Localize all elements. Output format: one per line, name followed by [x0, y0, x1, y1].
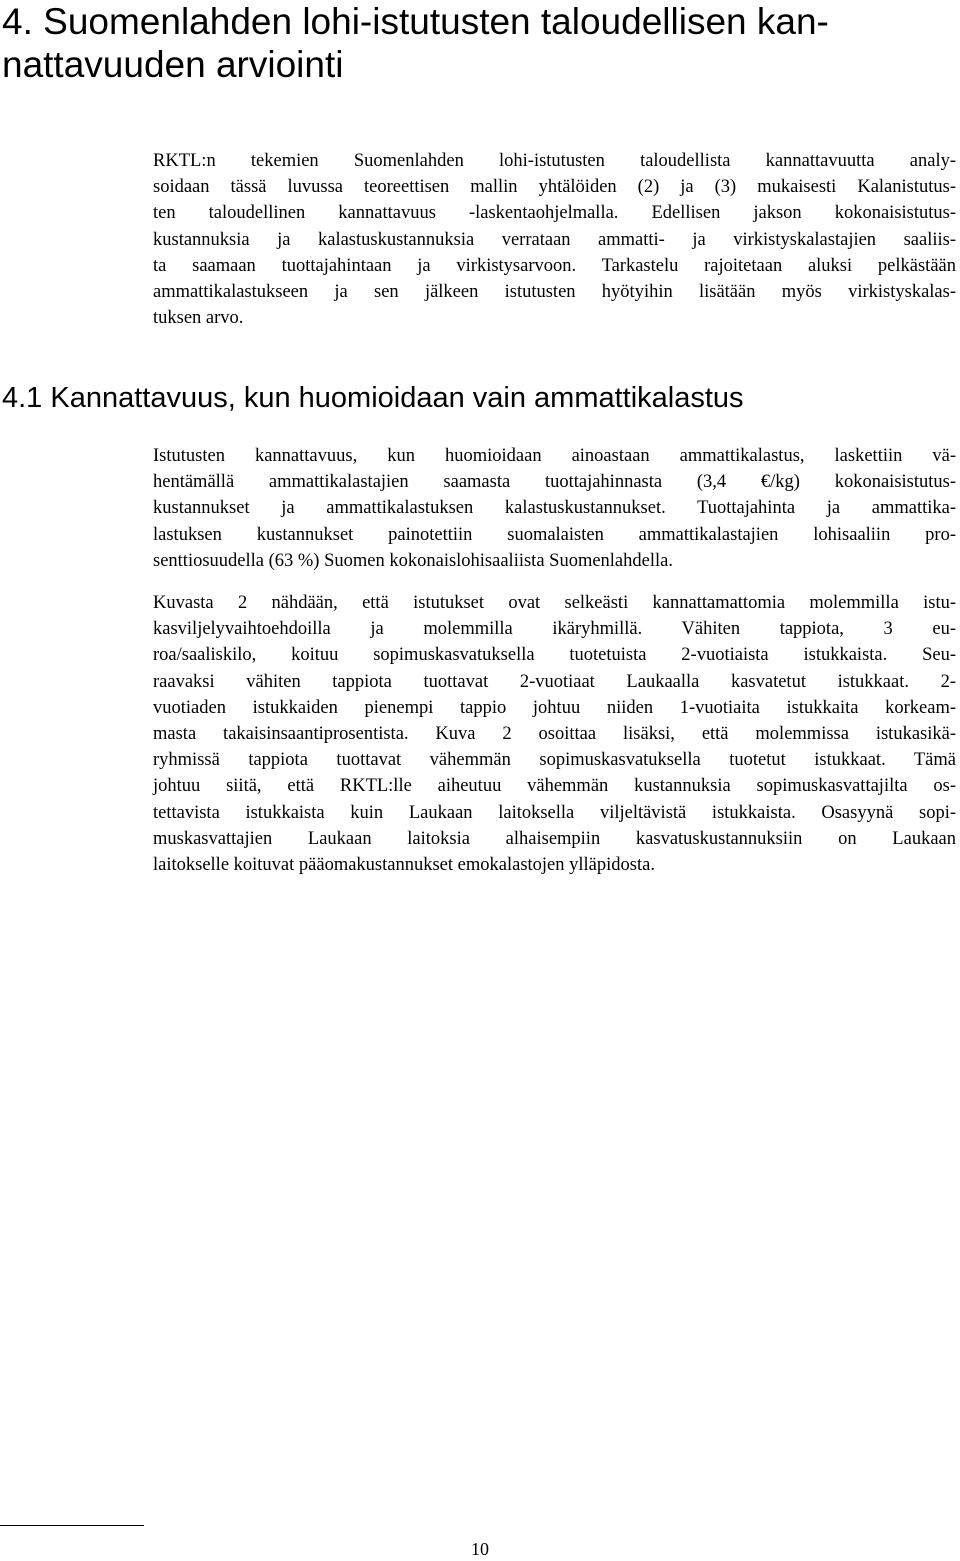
page-number: 10: [471, 1539, 489, 1559]
text-line: tuksen arvo.: [153, 308, 244, 329]
text-line: Istutusten kannattavuus, kun huomioidaan ainoastaan ammattikalastus, laskettiin vä-: [153, 446, 956, 466]
text-line: soidaan tässä luvussa teoreettisen mallin yhtälöiden (2) ja (3) mukaisesti Kalanistutus-: [153, 177, 956, 198]
text-line: ten taloudellinen kannattavuus -laskentaohjelmalla. Edellisen jakson kokonaisistutus-: [153, 203, 956, 224]
text-line: roa/saaliskilo, koituu sopimuskasvatuksella tuotetuista 2-vuotiaista istukkaista. Seu-: [153, 645, 956, 666]
body-paragraph-1: [153, 443, 956, 574]
text-line: kasviljelyvaihtoehdoilla ja molemmilla ikäryhmillä. Vähiten tappiota, 3 eu-: [153, 619, 956, 640]
text-line: masta takaisinsaantiprosentista. Kuva 2 osoittaa lisäksi, että molemmissa istukasikä-: [153, 724, 956, 745]
text-line: lastuksen kustannukset painotettiin suomalaisten ammattikalastajien lohisaaliin pro-: [153, 524, 956, 545]
footer-divider: [0, 1525, 144, 1526]
text-line: hentämällä ammattikalastajien saamasta tuottajahinnasta (3,4 €/kg) kokonaisistutus-: [153, 472, 956, 493]
body-paragraph-2: [153, 590, 956, 878]
text-line: raavaksi vähiten tappiota tuottavat 2-vuotiaat Laukaalla kasvatetut istukkaat. 2-: [153, 671, 956, 692]
chapter-heading-line: nattavuuden arviointi: [2, 44, 344, 85]
text-line: ryhmissä tappiota tuottavat vähemmän sopimuskasvatuksella tuotetut istukkaat. Tämä: [153, 750, 956, 771]
text-line: Kuvasta 2 nähdään, että istutukset ovat selkeästi kannattamattomia molemmilla istu-: [153, 593, 956, 613]
text-line: vuotiaden istukkaiden pienempi tappio johtuu niiden 1-vuotiaita istukkaita korkeam-: [153, 697, 956, 718]
text-line: RKTL:n tekemien Suomenlahden lohi-istutusten taloudellista kannattavuutta analy-: [153, 151, 956, 171]
chapter-heading-line: 4. Suomenlahden lohi-istutusten taloudellisen kan-: [2, 1, 829, 42]
section-heading: 4.1 Kannattavuus, kun huomioidaan vain ammattikalastus: [2, 382, 744, 414]
text-line: senttiosuudella (63 %) Suomen kokonaislohisaaliista Suomenlahdella.: [153, 550, 673, 571]
intro-paragraph: [153, 148, 956, 331]
text-line: johtuu siitä, että RKTL:lle aiheutuu vähemmän kustannuksia sopimuskasvattajilta os-: [153, 776, 956, 797]
text-line: tettavista istukkaista kuin Laukaan laitoksella viljeltävistä istukkaista. Osasyynä sopi-: [153, 802, 956, 823]
text-line: kustannukset ja ammattikalastuksen kalastuskustannukset. Tuottajahinta ja ammattika-: [153, 498, 956, 519]
text-line: ammattikalastukseen ja sen jälkeen istutusten hyötyihin lisätään myös virkistyskalas-: [153, 282, 956, 303]
text-line: kustannuksia ja kalastuskustannuksia verrataan ammatti- ja virkistyskalastajien saaliis-: [153, 229, 956, 250]
text-line: laitokselle koituvat pääomakustannukset emokalastojen ylläpidosta.: [153, 855, 655, 876]
chapter-heading: [2, 0, 942, 86]
text-line: ta saamaan tuottajahintaan ja virkistysarvoon. Tarkastelu rajoitetaan aluksi pelkästään: [153, 255, 956, 276]
text-line: muskasvattajien Laukaan laitoksia alhaisempiin kasvatuskustannuksiin on Laukaan: [153, 828, 956, 849]
